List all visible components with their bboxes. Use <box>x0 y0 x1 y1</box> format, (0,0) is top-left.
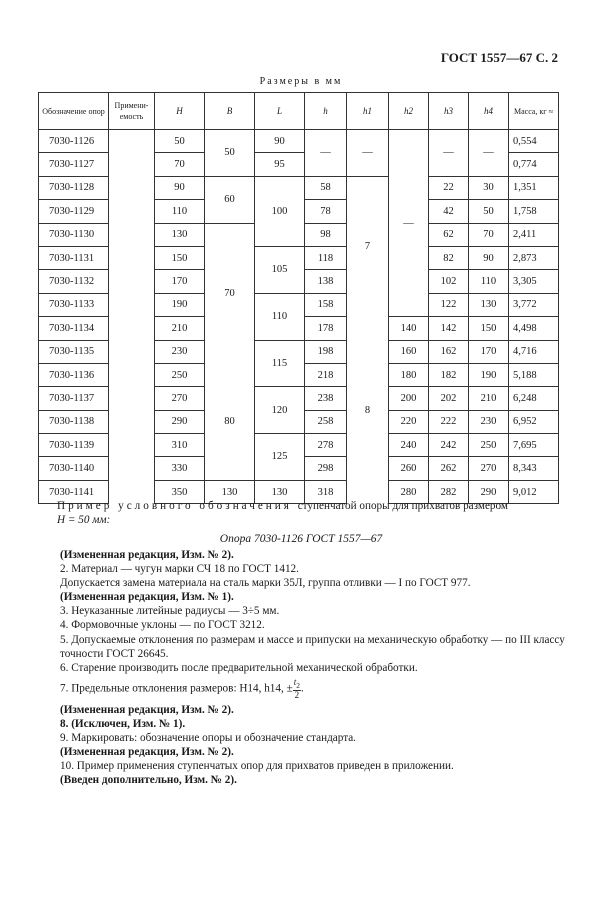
cell-L: 100 <box>255 176 305 246</box>
col-header-h3: h3 <box>429 93 469 130</box>
cell-L: 95 <box>255 153 305 176</box>
cell-mass: 1,758 <box>509 200 559 223</box>
cell-h4: 270 <box>469 457 509 480</box>
example-designation: Опора 7030-1126 ГОСТ 1557—67 <box>219 533 383 545</box>
cell-h: 158 <box>305 293 347 316</box>
cell-H: 290 <box>155 410 205 433</box>
example-lead: Пример условного обозначения <box>57 500 292 512</box>
cell-h: 98 <box>305 223 347 246</box>
cell-code: 7030-1133 <box>39 293 109 316</box>
cell-h: 118 <box>305 246 347 269</box>
cell-mass: 4,716 <box>509 340 559 363</box>
cell-h4: 190 <box>469 363 509 386</box>
cell-H: 210 <box>155 317 205 340</box>
cell-h3: 262 <box>429 457 469 480</box>
cell-mass: 4,498 <box>509 317 559 340</box>
cell-h: 298 <box>305 457 347 480</box>
cell-L: 105 <box>255 246 305 293</box>
col-header-L: L <box>255 93 305 130</box>
cell-h4: 70 <box>469 223 509 246</box>
fraction <box>293 678 301 700</box>
cell-h: 278 <box>305 434 347 457</box>
cell-mass: 2,411 <box>509 223 559 246</box>
cell-h1: 7 <box>347 176 389 316</box>
cell-code: 7030-1130 <box>39 223 109 246</box>
cell-h4: 250 <box>469 434 509 457</box>
cell-h2: 180 <box>389 363 429 386</box>
cell-h2: — <box>389 130 429 317</box>
cell-h4: 150 <box>469 317 509 340</box>
cell-L: 90 <box>255 130 305 153</box>
cell-h4: 110 <box>469 270 509 293</box>
cell-H: 310 <box>155 434 205 457</box>
cell-code: 7030-1135 <box>39 340 109 363</box>
cell-h2: 260 <box>389 457 429 480</box>
cell-h1: — <box>347 130 389 177</box>
note-deviations-text: 7. Предельные отклонения размеров: H14, h14, ± <box>60 682 293 695</box>
cell-h3: 82 <box>429 246 469 269</box>
cell-code: 7030-1131 <box>39 246 109 269</box>
cell-code: 7030-1137 <box>39 387 109 410</box>
note-slopes: 4. Формовочные уклоны — по ГОСТ 3212. <box>60 619 265 632</box>
col-header-B: B <box>205 93 255 130</box>
col-header-h2: h2 <box>389 93 429 130</box>
note-tolerances: 5. Допускаемые отклонения по размерам и массе и припуски на механическую обработку — по III классу точности ГОСТ 26645. <box>60 633 565 660</box>
cell-mass: 1,351 <box>509 176 559 199</box>
col-header-H: H <box>155 93 205 130</box>
cell-mass: 8,343 <box>509 457 559 480</box>
cell-code: 7030-1129 <box>39 200 109 223</box>
cell-h4: 230 <box>469 410 509 433</box>
example-paragraph <box>57 499 567 527</box>
note-excluded: 8. (Исключен, Изм. № 1). <box>60 717 186 730</box>
cell-mass: 5,188 <box>509 363 559 386</box>
cell-H: 90 <box>155 176 205 199</box>
col-header-application: Примени-емость <box>109 93 155 130</box>
cell-h2: 140 <box>389 317 429 340</box>
cell-h4: 290 <box>469 480 509 503</box>
cell-B: 130 <box>205 480 255 503</box>
cell-H: 230 <box>155 340 205 363</box>
cell-h2: 280 <box>389 480 429 503</box>
cell-mass: 0,554 <box>509 130 559 153</box>
cell-h3: 182 <box>429 363 469 386</box>
cell-mass: 7,695 <box>509 434 559 457</box>
cell-h: 138 <box>305 270 347 293</box>
cell-h: 318 <box>305 480 347 503</box>
cell-H: 270 <box>155 387 205 410</box>
cell-h: 218 <box>305 363 347 386</box>
note-radii: 3. Неуказанные литейные радиусы — 3÷5 мм. <box>60 605 280 618</box>
note-appendix: 10. Пример применения ступенчатых опор для прихватов приведен в приложении. <box>60 760 454 773</box>
cell-H: 70 <box>155 153 205 176</box>
cell-h3: 102 <box>429 270 469 293</box>
page-header: ГОСТ 1557—67 С. 2 <box>440 50 558 65</box>
cell-B: 80 <box>205 363 255 480</box>
cell-L: 110 <box>255 293 305 340</box>
cell-h: 258 <box>305 410 347 433</box>
cell-mass: 3,305 <box>509 270 559 293</box>
note-aging: 6. Старение производить после предварительной механической обработки. <box>60 661 418 674</box>
cell-h3: 22 <box>429 176 469 199</box>
cell-h3: 162 <box>429 340 469 363</box>
cell-L: 115 <box>255 340 305 387</box>
note-revision: (Измененная редакция, Изм. № 2). <box>60 745 234 758</box>
cell-code: 7030-1134 <box>39 317 109 340</box>
cell-mass: 6,952 <box>509 410 559 433</box>
cell-B: 60 <box>205 176 255 223</box>
cell-h3: 242 <box>429 434 469 457</box>
cell-h: 238 <box>305 387 347 410</box>
cell-h2: 200 <box>389 387 429 410</box>
cell-h3: 282 <box>429 480 469 503</box>
cell-mass: 2,873 <box>509 246 559 269</box>
cell-mass: 0,774 <box>509 153 559 176</box>
example-rest: ступенчатой опоры для прихватов размером <box>297 500 508 512</box>
cell-B: 70 <box>205 223 255 363</box>
cell-h: 78 <box>305 200 347 223</box>
table-row <box>39 130 559 153</box>
cell-h2: 220 <box>389 410 429 433</box>
note-material-alt: Допускается замена материала на сталь марки 35Л, группа отливки — I по ГОСТ 977. <box>60 577 471 590</box>
dimensions-table <box>38 92 559 504</box>
cell-H: 150 <box>155 246 205 269</box>
cell-h3: 62 <box>429 223 469 246</box>
cell-h4: 50 <box>469 200 509 223</box>
col-header-designation: Обозначение опор <box>39 93 109 130</box>
cell-h: — <box>305 130 347 177</box>
note-revision: (Измененная редакция, Изм. № 2). <box>60 703 234 716</box>
cell-code: 7030-1128 <box>39 176 109 199</box>
cell-mass: 9,012 <box>509 480 559 503</box>
cell-H: 190 <box>155 293 205 316</box>
fraction-numerator: t <box>293 676 297 687</box>
cell-h3: 202 <box>429 387 469 410</box>
col-header-h4: h4 <box>469 93 509 130</box>
cell-h4: 90 <box>469 246 509 269</box>
cell-code: 7030-1136 <box>39 363 109 386</box>
fraction-subscript: 2 <box>296 680 300 690</box>
cell-application <box>109 130 155 504</box>
cell-code: 7030-1139 <box>39 434 109 457</box>
cell-H: 170 <box>155 270 205 293</box>
fraction-denominator: 2 <box>294 689 300 700</box>
table-caption: Размеры в мм <box>259 76 343 87</box>
cell-H: 110 <box>155 200 205 223</box>
example-line2: H = 50 мм: <box>57 514 111 526</box>
note-deviations <box>60 678 570 700</box>
cell-h3: 42 <box>429 200 469 223</box>
col-header-h1: h1 <box>347 93 389 130</box>
cell-code: 7030-1140 <box>39 457 109 480</box>
cell-code: 7030-1126 <box>39 130 109 153</box>
table-header-row <box>39 93 559 130</box>
cell-L: 125 <box>255 434 305 481</box>
cell-H: 350 <box>155 480 205 503</box>
cell-h4: 170 <box>469 340 509 363</box>
cell-h: 198 <box>305 340 347 363</box>
cell-h3: 142 <box>429 317 469 340</box>
cell-H: 130 <box>155 223 205 246</box>
notes-block <box>60 548 570 787</box>
cell-h: 58 <box>305 176 347 199</box>
cell-h4: 130 <box>469 293 509 316</box>
note-revision: (Измененная редакция, Изм. № 2). <box>60 549 234 561</box>
cell-h3: 222 <box>429 410 469 433</box>
note-revision: (Измененная редакция, Изм. № 1). <box>60 591 234 604</box>
cell-h4: 30 <box>469 176 509 199</box>
cell-L: 120 <box>255 387 305 434</box>
cell-h3: 122 <box>429 293 469 316</box>
col-header-mass: Масса, кг ≈ <box>509 93 559 130</box>
cell-h4: — <box>469 130 509 177</box>
cell-L: 130 <box>255 480 305 503</box>
cell-h2: 160 <box>389 340 429 363</box>
cell-h3: — <box>429 130 469 177</box>
col-header-h: h <box>305 93 347 130</box>
cell-mass: 6,248 <box>509 387 559 410</box>
cell-h1: 8 <box>347 317 389 504</box>
cell-code: 7030-1138 <box>39 410 109 433</box>
cell-code: 7030-1141 <box>39 480 109 503</box>
cell-mass: 3,772 <box>509 293 559 316</box>
cell-h4: 210 <box>469 387 509 410</box>
note-introduced: (Введен дополнительно, Изм. № 2). <box>60 774 237 787</box>
fraction-dot: . <box>301 682 304 695</box>
cell-h: 178 <box>305 317 347 340</box>
cell-B: 50 <box>205 130 255 177</box>
note-material: 2. Материал — чугун марки СЧ 18 по ГОСТ 1412. <box>60 563 299 576</box>
note-marking: 9. Маркировать: обозначение опоры и обозначение стандарта. <box>60 731 356 744</box>
cell-h2: 240 <box>389 434 429 457</box>
cell-H: 50 <box>155 130 205 153</box>
cell-code: 7030-1132 <box>39 270 109 293</box>
cell-code: 7030-1127 <box>39 153 109 176</box>
cell-H: 330 <box>155 457 205 480</box>
cell-H: 250 <box>155 363 205 386</box>
